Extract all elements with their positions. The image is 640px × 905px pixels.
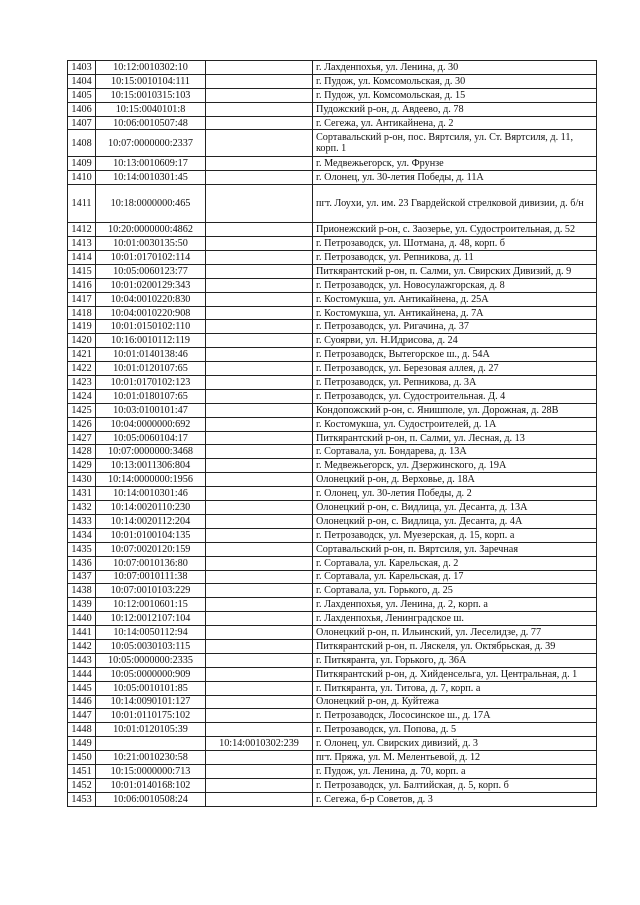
address-cell: г. Суоярви, ул. Н.Идрисова, д. 24	[313, 334, 597, 348]
table-row	[68, 116, 597, 130]
table-row	[68, 130, 597, 157]
table-row	[68, 251, 597, 265]
table-row	[68, 445, 597, 459]
cadastral-number-cell	[96, 737, 206, 751]
cadastral-number-alt-cell	[206, 403, 313, 417]
row-number-cell: 1453	[68, 792, 96, 806]
address-cell: г. Олонец, ул. Свирских дивизий, д. 3	[313, 737, 597, 751]
table-row	[68, 681, 597, 695]
row-number-cell: 1423	[68, 376, 96, 390]
table-row	[68, 376, 597, 390]
row-number-cell: 1434	[68, 528, 96, 542]
address-cell: Питкярантский р-он, д. Хийденсельга, ул. Центральная, д. 1	[313, 667, 597, 681]
address-cell: г. Пудож, ул. Ленина, д. 70, корп. а	[313, 764, 597, 778]
cadastral-number-cell: 10:01:0180107:65	[96, 389, 206, 403]
row-number-cell: 1450	[68, 751, 96, 765]
cadastral-number-cell: 10:06:0010508:24	[96, 792, 206, 806]
register-table-body	[68, 61, 597, 807]
address-cell: г. Сортавала, ул. Горького, д. 25	[313, 584, 597, 598]
cadastral-number-cell: 10:14:0020112:204	[96, 514, 206, 528]
cadastral-number-alt-cell	[206, 501, 313, 515]
address-cell: Сортавальский р-он, п. Вяртсиля, ул. Заречная	[313, 542, 597, 556]
cadastral-number-cell: 10:05:0000000:909	[96, 667, 206, 681]
cadastral-number-cell: 10:05:0060104:17	[96, 431, 206, 445]
cadastral-number-alt-cell	[206, 626, 313, 640]
cadastral-number-cell: 10:05:0060123:77	[96, 264, 206, 278]
cadastral-number-alt-cell	[206, 362, 313, 376]
row-number-cell: 1421	[68, 348, 96, 362]
table-row	[68, 102, 597, 116]
cadastral-number-cell: 10:07:0000000:3468	[96, 445, 206, 459]
row-number-cell: 1447	[68, 709, 96, 723]
address-cell: пгт. Лоухи, ул. им. 23 Гвардейской стрелковой дивизии, д. б/н	[313, 185, 597, 223]
cadastral-number-cell: 10:15:0010104:111	[96, 74, 206, 88]
table-row	[68, 723, 597, 737]
row-number-cell: 1431	[68, 487, 96, 501]
address-cell: г. Лахденпохья, Ленинградское ш.	[313, 612, 597, 626]
table-row	[68, 74, 597, 88]
row-number-cell: 1446	[68, 695, 96, 709]
table-row	[68, 334, 597, 348]
table-row	[68, 709, 597, 723]
table-row	[68, 171, 597, 185]
cadastral-number-cell: 10:01:0140138:46	[96, 348, 206, 362]
cadastral-number-cell: 10:21:0010230:58	[96, 751, 206, 765]
cadastral-number-alt-cell	[206, 223, 313, 237]
table-row	[68, 639, 597, 653]
table-row	[68, 348, 597, 362]
table-row	[68, 157, 597, 171]
cadastral-number-cell: 10:20:0000000:4862	[96, 223, 206, 237]
address-cell: г. Сортавала, ул. Карельская, д. 17	[313, 570, 597, 584]
cadastral-number-cell: 10:01:0150102:110	[96, 320, 206, 334]
address-cell: г. Петрозаводск, ул. Березовая аллея, д. 27	[313, 362, 597, 376]
row-number-cell: 1437	[68, 570, 96, 584]
cadastral-number-cell: 10:12:0012107:104	[96, 612, 206, 626]
cadastral-number-alt-cell	[206, 348, 313, 362]
cadastral-number-cell: 10:05:0030103:115	[96, 639, 206, 653]
table-row	[68, 237, 597, 251]
table-row	[68, 528, 597, 542]
row-number-cell: 1417	[68, 292, 96, 306]
table-row	[68, 278, 597, 292]
cadastral-number-alt-cell	[206, 598, 313, 612]
cadastral-number-alt-cell	[206, 61, 313, 75]
cadastral-number-alt-cell	[206, 237, 313, 251]
cadastral-number-cell: 10:14:0020110:230	[96, 501, 206, 515]
row-number-cell: 1422	[68, 362, 96, 376]
table-row	[68, 431, 597, 445]
cadastral-number-cell: 10:01:0110175:102	[96, 709, 206, 723]
table-row	[68, 612, 597, 626]
row-number-cell: 1408	[68, 130, 96, 157]
table-row	[68, 264, 597, 278]
address-cell: Олонецкий р-он, п. Ильинский, ул. Леселидзе, д. 77	[313, 626, 597, 640]
row-number-cell: 1410	[68, 171, 96, 185]
row-number-cell: 1449	[68, 737, 96, 751]
table-row	[68, 737, 597, 751]
table-row	[68, 764, 597, 778]
cadastral-number-cell: 10:01:0120107:65	[96, 362, 206, 376]
address-cell: г. Петрозаводск, Лососинское ш., д. 17А	[313, 709, 597, 723]
address-cell: г. Петрозаводск, ул. Судостроительная. Д. 4	[313, 389, 597, 403]
address-cell: г. Костомукша, ул. Антикайнена, д. 7А	[313, 306, 597, 320]
cadastral-number-alt-cell	[206, 157, 313, 171]
cadastral-number-alt-cell	[206, 723, 313, 737]
cadastral-number-cell: 10:15:0040101:8	[96, 102, 206, 116]
row-number-cell: 1444	[68, 667, 96, 681]
address-cell: пгт. Пряжа, ул. М. Мелентьевой, д. 12	[313, 751, 597, 765]
cadastral-number-cell: 10:14:0050112:94	[96, 626, 206, 640]
cadastral-number-alt-cell	[206, 278, 313, 292]
row-number-cell: 1440	[68, 612, 96, 626]
cadastral-number-cell: 10:14:0000000:1956	[96, 473, 206, 487]
cadastral-number-cell: 10:05:0010101:85	[96, 681, 206, 695]
cadastral-number-alt-cell	[206, 514, 313, 528]
table-row	[68, 556, 597, 570]
row-number-cell: 1407	[68, 116, 96, 130]
cadastral-number-alt-cell: 10:14:0010302:239	[206, 737, 313, 751]
cadastral-number-alt-cell	[206, 556, 313, 570]
row-number-cell: 1428	[68, 445, 96, 459]
cadastral-number-alt-cell	[206, 334, 313, 348]
table-row	[68, 306, 597, 320]
cadastral-number-alt-cell	[206, 171, 313, 185]
cadastral-number-alt-cell	[206, 264, 313, 278]
table-row	[68, 292, 597, 306]
address-cell: г. Медвежьегорск, ул. Дзержинского, д. 19А	[313, 459, 597, 473]
cadastral-number-alt-cell	[206, 528, 313, 542]
table-row	[68, 667, 597, 681]
address-cell: Кондопожский р-он, с. Янишполе, ул. Дорожная, д. 28В	[313, 403, 597, 417]
row-number-cell: 1415	[68, 264, 96, 278]
row-number-cell: 1451	[68, 764, 96, 778]
address-cell: г. Петрозаводск, ул. Балтийская, д. 5, корп. б	[313, 778, 597, 792]
row-number-cell: 1403	[68, 61, 96, 75]
cadastral-number-cell: 10:01:0170102:114	[96, 251, 206, 265]
table-row	[68, 88, 597, 102]
cadastral-number-alt-cell	[206, 764, 313, 778]
cadastral-number-cell: 10:07:0020120:159	[96, 542, 206, 556]
table-row	[68, 514, 597, 528]
cadastral-number-cell: 10:16:0010112:119	[96, 334, 206, 348]
row-number-cell: 1416	[68, 278, 96, 292]
cadastral-number-alt-cell	[206, 376, 313, 390]
row-number-cell: 1424	[68, 389, 96, 403]
cadastral-number-alt-cell	[206, 320, 313, 334]
table-row	[68, 653, 597, 667]
cadastral-number-cell: 10:07:0010103:229	[96, 584, 206, 598]
cadastral-number-alt-cell	[206, 102, 313, 116]
cadastral-number-cell: 10:15:0010315:103	[96, 88, 206, 102]
address-cell: г. Питкяранта, ул. Горького, д. 36А	[313, 653, 597, 667]
address-cell: г. Петрозаводск, ул. Ригачина, д. 37	[313, 320, 597, 334]
row-number-cell: 1425	[68, 403, 96, 417]
address-cell: г. Пудож, ул. Комсомольская, д. 15	[313, 88, 597, 102]
cadastral-number-alt-cell	[206, 778, 313, 792]
table-row	[68, 792, 597, 806]
row-number-cell: 1409	[68, 157, 96, 171]
cadastral-number-alt-cell	[206, 445, 313, 459]
cadastral-number-alt-cell	[206, 667, 313, 681]
row-number-cell: 1427	[68, 431, 96, 445]
address-cell: г. Петрозаводск, ул. Репникова, д. 11	[313, 251, 597, 265]
cadastral-number-alt-cell	[206, 88, 313, 102]
cadastral-number-cell: 10:04:0000000:692	[96, 417, 206, 431]
table-row	[68, 459, 597, 473]
row-number-cell: 1436	[68, 556, 96, 570]
cadastral-number-alt-cell	[206, 130, 313, 157]
row-number-cell: 1441	[68, 626, 96, 640]
address-cell: г. Петрозаводск, ул. Репникова, д. 3А	[313, 376, 597, 390]
row-number-cell: 1448	[68, 723, 96, 737]
cadastral-number-cell: 10:13:0011306:804	[96, 459, 206, 473]
row-number-cell: 1430	[68, 473, 96, 487]
cadastral-number-cell: 10:01:0140168:102	[96, 778, 206, 792]
address-cell: г. Сортавала, ул. Бондарева, д. 13А	[313, 445, 597, 459]
row-number-cell: 1414	[68, 251, 96, 265]
table-row	[68, 389, 597, 403]
cadastral-number-cell: 10:14:0090101:127	[96, 695, 206, 709]
cadastral-number-cell: 10:12:0010601:15	[96, 598, 206, 612]
cadastral-number-cell: 10:03:0100101:47	[96, 403, 206, 417]
cadastral-number-alt-cell	[206, 251, 313, 265]
cadastral-number-alt-cell	[206, 792, 313, 806]
address-cell: г. Пудож, ул. Комсомольская, д. 30	[313, 74, 597, 88]
table-row	[68, 362, 597, 376]
address-cell: г. Лахденпохья, ул. Ленина, д. 30	[313, 61, 597, 75]
row-number-cell: 1432	[68, 501, 96, 515]
row-number-cell: 1438	[68, 584, 96, 598]
row-number-cell: 1452	[68, 778, 96, 792]
address-cell: г. Сортавала, ул. Карельская, д. 2	[313, 556, 597, 570]
table-row	[68, 584, 597, 598]
address-cell: Олонецкий р-он, с. Видлица, ул. Десанта, д. 13А	[313, 501, 597, 515]
cadastral-number-alt-cell	[206, 570, 313, 584]
cadastral-number-cell: 10:01:0030135:50	[96, 237, 206, 251]
address-cell: г. Петрозаводск, Вытегорское ш., д. 54А	[313, 348, 597, 362]
cadastral-number-cell: 10:14:0010301:46	[96, 487, 206, 501]
cadastral-number-alt-cell	[206, 709, 313, 723]
address-cell: г. Петрозаводск, ул. Новосулажгорская, д. 8	[313, 278, 597, 292]
address-cell: г. Костомукша, ул. Судостроителей, д. 1А	[313, 417, 597, 431]
row-number-cell: 1445	[68, 681, 96, 695]
address-cell: г. Петрозаводск, ул. Попова, д. 5	[313, 723, 597, 737]
row-number-cell: 1404	[68, 74, 96, 88]
row-number-cell: 1405	[68, 88, 96, 102]
table-row	[68, 626, 597, 640]
cadastral-number-alt-cell	[206, 487, 313, 501]
table-row	[68, 417, 597, 431]
address-cell: г. Медвежьегорск, ул. Фрунзе	[313, 157, 597, 171]
address-cell: Олонецкий р-он, д. Верховье, д. 18А	[313, 473, 597, 487]
cadastral-number-cell: 10:13:0010609:17	[96, 157, 206, 171]
cadastral-number-cell: 10:04:0010220:830	[96, 292, 206, 306]
cadastral-number-alt-cell	[206, 417, 313, 431]
row-number-cell: 1412	[68, 223, 96, 237]
row-number-cell: 1406	[68, 102, 96, 116]
table-row	[68, 223, 597, 237]
cadastral-number-alt-cell	[206, 389, 313, 403]
address-cell: Питкярантский р-он, п. Салми, ул. Лесная, д. 13	[313, 431, 597, 445]
cadastral-number-alt-cell	[206, 459, 313, 473]
table-row	[68, 487, 597, 501]
cadastral-number-alt-cell	[206, 751, 313, 765]
address-cell: г. Олонец, ул. 30-летия Победы, д. 2	[313, 487, 597, 501]
row-number-cell: 1418	[68, 306, 96, 320]
cadastral-number-alt-cell	[206, 695, 313, 709]
cadastral-number-cell: 10:14:0010301:45	[96, 171, 206, 185]
table-row	[68, 185, 597, 223]
cadastral-number-alt-cell	[206, 185, 313, 223]
cadastral-number-alt-cell	[206, 74, 313, 88]
cadastral-number-cell: 10:01:0170102:123	[96, 376, 206, 390]
table-row	[68, 542, 597, 556]
cadastral-number-alt-cell	[206, 116, 313, 130]
cadastral-number-cell: 10:01:0200129:343	[96, 278, 206, 292]
cadastral-number-alt-cell	[206, 542, 313, 556]
row-number-cell: 1419	[68, 320, 96, 334]
cadastral-number-cell: 10:01:0120105:39	[96, 723, 206, 737]
table-row	[68, 403, 597, 417]
row-number-cell: 1443	[68, 653, 96, 667]
row-number-cell: 1413	[68, 237, 96, 251]
address-cell: Пудожский р-он, д. Авдеево, д. 78	[313, 102, 597, 116]
cadastral-number-cell: 10:04:0010220:908	[96, 306, 206, 320]
address-cell: г. Сегежа, ул. Антикайнена, д. 2	[313, 116, 597, 130]
property-register-table	[67, 60, 597, 807]
address-cell: Питкярантский р-он, п. Ляскеля, ул. Октябрьская, д. 39	[313, 639, 597, 653]
table-row	[68, 501, 597, 515]
row-number-cell: 1411	[68, 185, 96, 223]
cadastral-number-cell: 10:15:0000000:713	[96, 764, 206, 778]
address-cell: Питкярантский р-он, п. Салми, ул. Свирских Дивизий, д. 9	[313, 264, 597, 278]
address-cell: г. Петрозаводск, ул. Шотмана, д. 48, корп. б	[313, 237, 597, 251]
cadastral-number-cell: 10:18:0000000:465	[96, 185, 206, 223]
row-number-cell: 1429	[68, 459, 96, 473]
address-cell: г. Петрозаводск, ул. Муезерская, д. 15, корп. а	[313, 528, 597, 542]
cadastral-number-alt-cell	[206, 431, 313, 445]
address-cell: Прионежский р-он, с. Заозерье, ул. Судостроительная, д. 52	[313, 223, 597, 237]
table-row	[68, 320, 597, 334]
row-number-cell: 1433	[68, 514, 96, 528]
cadastral-number-cell: 10:06:0010507:48	[96, 116, 206, 130]
cadastral-number-alt-cell	[206, 584, 313, 598]
cadastral-number-cell: 10:05:0000000:2335	[96, 653, 206, 667]
cadastral-number-cell: 10:01:0100104:135	[96, 528, 206, 542]
cadastral-number-cell: 10:07:0010111:38	[96, 570, 206, 584]
row-number-cell: 1442	[68, 639, 96, 653]
address-cell: г. Лахденпохья, ул. Ленина, д. 2, корп. а	[313, 598, 597, 612]
address-cell: Олонецкий р-он, с. Видлица, ул. Десанта, д. 4А	[313, 514, 597, 528]
address-cell: Сортавальский р-он, пос. Вяртсиля, ул. Ст. Вяртсиля, д. 11, корп. 1	[313, 130, 597, 157]
cadastral-number-alt-cell	[206, 473, 313, 487]
row-number-cell: 1435	[68, 542, 96, 556]
cadastral-number-cell: 10:07:0010136:80	[96, 556, 206, 570]
cadastral-number-alt-cell	[206, 612, 313, 626]
table-row	[68, 751, 597, 765]
address-cell: г. Костомукша, ул. Антикайнена, д. 25А	[313, 292, 597, 306]
row-number-cell: 1426	[68, 417, 96, 431]
cadastral-number-alt-cell	[206, 681, 313, 695]
table-row	[68, 473, 597, 487]
address-cell: г. Сегежа, б-р Советов, д. 3	[313, 792, 597, 806]
row-number-cell: 1420	[68, 334, 96, 348]
row-number-cell: 1439	[68, 598, 96, 612]
table-row	[68, 598, 597, 612]
address-cell: г. Питкяранта, ул. Титова, д. 7, корп. а	[313, 681, 597, 695]
cadastral-number-alt-cell	[206, 306, 313, 320]
cadastral-number-alt-cell	[206, 653, 313, 667]
address-cell: Олонецкий р-он, д. Куйтежа	[313, 695, 597, 709]
table-row	[68, 778, 597, 792]
table-row	[68, 61, 597, 75]
address-cell: г. Олонец, ул. 30-летия Победы, д. 11А	[313, 171, 597, 185]
cadastral-number-cell: 10:12:0010302:10	[96, 61, 206, 75]
cadastral-number-alt-cell	[206, 292, 313, 306]
table-row	[68, 570, 597, 584]
table-row	[68, 695, 597, 709]
cadastral-number-cell: 10:07:0000000:2337	[96, 130, 206, 157]
cadastral-number-alt-cell	[206, 639, 313, 653]
